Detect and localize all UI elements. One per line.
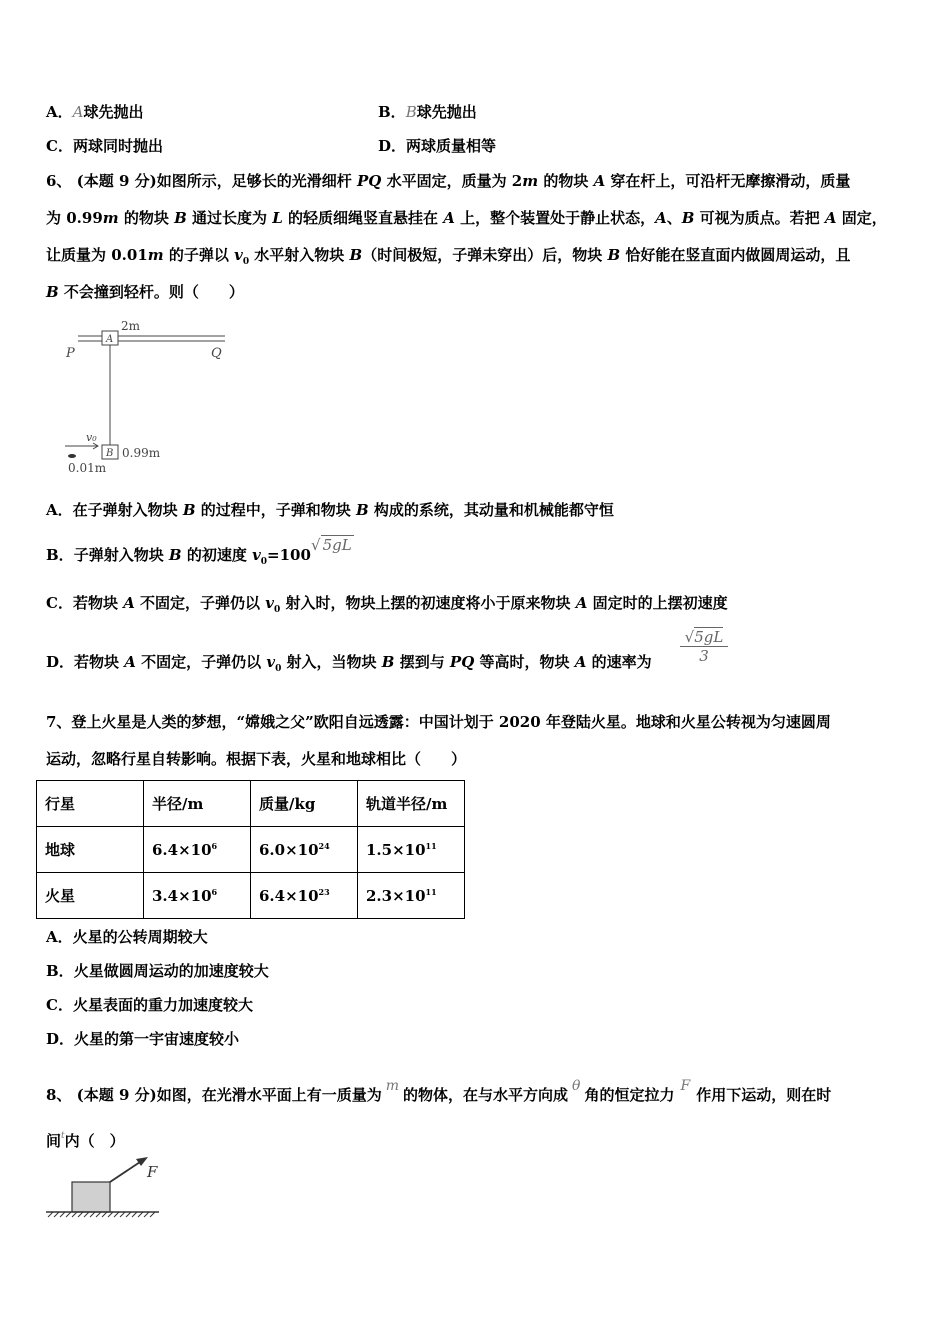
q7-option-d: D．火星的第一宇宙速度较小 <box>46 1030 240 1048</box>
fig-label-f: F <box>147 1163 158 1181</box>
table-cell: $2.3\times 10^{11}$ <box>358 873 465 919</box>
q5-option-b: B．B球先抛出 <box>378 103 477 121</box>
fig-label-q: Q <box>211 346 222 361</box>
q7-option-c: C．火星表面的重力加速度较大 <box>46 996 253 1014</box>
q8-figure <box>44 1155 164 1225</box>
q6-stem-line2: 为 0.99m 的物块 B 通过长度为 L 的轻质细绳竖直悬挂在 A 上，整个装置处于静止状态，A、B 可视为质点。若把 A 固定， <box>46 209 887 227</box>
planet-table <box>36 780 465 919</box>
q6-stem-line1: 6、 (本题 9 分)如图所示，足够长的光滑细杆 PQ 水平固定，质量为 2m 的物块 A 穿在杆上，可沿杆无摩擦滑动，质量 <box>46 172 851 190</box>
table-row <box>37 827 465 873</box>
table-row <box>37 873 465 919</box>
fig-label-099m: 0.99m <box>122 446 161 460</box>
table-header-row <box>37 781 465 827</box>
table-header: 行星 <box>37 781 144 827</box>
q5-option-d: D．两球质量相等 <box>378 137 497 155</box>
fig-label-p: P <box>66 346 75 361</box>
table-cell: $1.5\times 10^{11}$ <box>358 827 465 873</box>
q6-option-a: A．在子弹射入物块 B 的过程中，子弹和物块 B 构成的系统，其动量和机械能都守恒 <box>46 501 614 519</box>
q5-option-a: A．A球先抛出 <box>46 103 144 121</box>
q7-option-a: A．火星的公转周期较大 <box>46 928 208 946</box>
table-cell: $3.4\times 10^6$ <box>144 873 251 919</box>
q6-stem-line4: B 不会撞到轻杆。则（ ） <box>46 283 244 301</box>
q8-stem-line2: 间$^t$内（ ） <box>46 1131 125 1150</box>
q6-option-b: B．子弹射入物块 B 的初速度 $v_0=100$ <box>46 546 311 567</box>
table-cell: $6.0\times 10^{24}$ <box>251 827 358 873</box>
fig-label-001m: 0.01m <box>68 461 107 475</box>
q7-stem-line2: 运动，忽略行星自转影响。根据下表，火星和地球相比（ ） <box>46 750 467 768</box>
fig-label-2m: 2m <box>121 319 141 333</box>
table-cell: $6.4\times 10^6$ <box>144 827 251 873</box>
q8-stem-line1: 8、 (本题 9 分)如图，在光滑水平面上有一质量为 m 的物体，在与水平方向成 θ 角的恒定拉力 F 作用下运动，则在时 <box>46 1078 832 1104</box>
force-arrow <box>110 1160 143 1182</box>
table-cell: $6.4\times 10^{23}$ <box>251 873 358 919</box>
q7-stem-line1: 7、登上火星是人类的梦想，“嫦娥之父”欧阳自远透露：中国计划于 2020 年登陆火星。地球和火星公转视为匀速圆周 <box>46 713 831 731</box>
bullet-icon <box>68 454 76 458</box>
q6-option-c: C．若物块 A 不固定，子弹仍以 $v_0$ 射入时，物块上摆的初速度将小于原来物块 A 固定时的上摆初速度 <box>46 594 728 615</box>
fig-label-a: A <box>106 334 114 345</box>
q6-option-d: D．若物块 A 不固定，子弹仍以 $v_0$ 射入，当物块 B 摆到与 PQ 等高时，物块 A 的速率为 <box>46 653 652 674</box>
table-header: 半径/m <box>144 781 251 827</box>
fig-label-v0: v₀ <box>86 431 97 444</box>
q6-figure <box>60 315 240 475</box>
q5-option-c: C．两球同时抛出 <box>46 137 163 155</box>
table-header: 质量/kg <box>251 781 358 827</box>
block <box>72 1182 110 1212</box>
table-cell: 地球 <box>37 827 144 873</box>
q6-option-b-sqrt: √ 5gL <box>311 536 352 554</box>
q6-option-d-fraction: √5gL 3 <box>680 628 728 665</box>
q7-option-b: B．火星做圆周运动的加速度较大 <box>46 962 269 980</box>
fig-label-b: B <box>106 448 114 459</box>
q6-stem-line3: 让质量为 0.01m 的子弹以 $v_0$ 水平射入物块 B（时间极短，子弹未穿出）后，物块 B 恰好能在竖直面内做圆周运动，且 <box>46 246 851 267</box>
table-cell: 火星 <box>37 873 144 919</box>
table-header: 轨道半径/m <box>358 781 465 827</box>
